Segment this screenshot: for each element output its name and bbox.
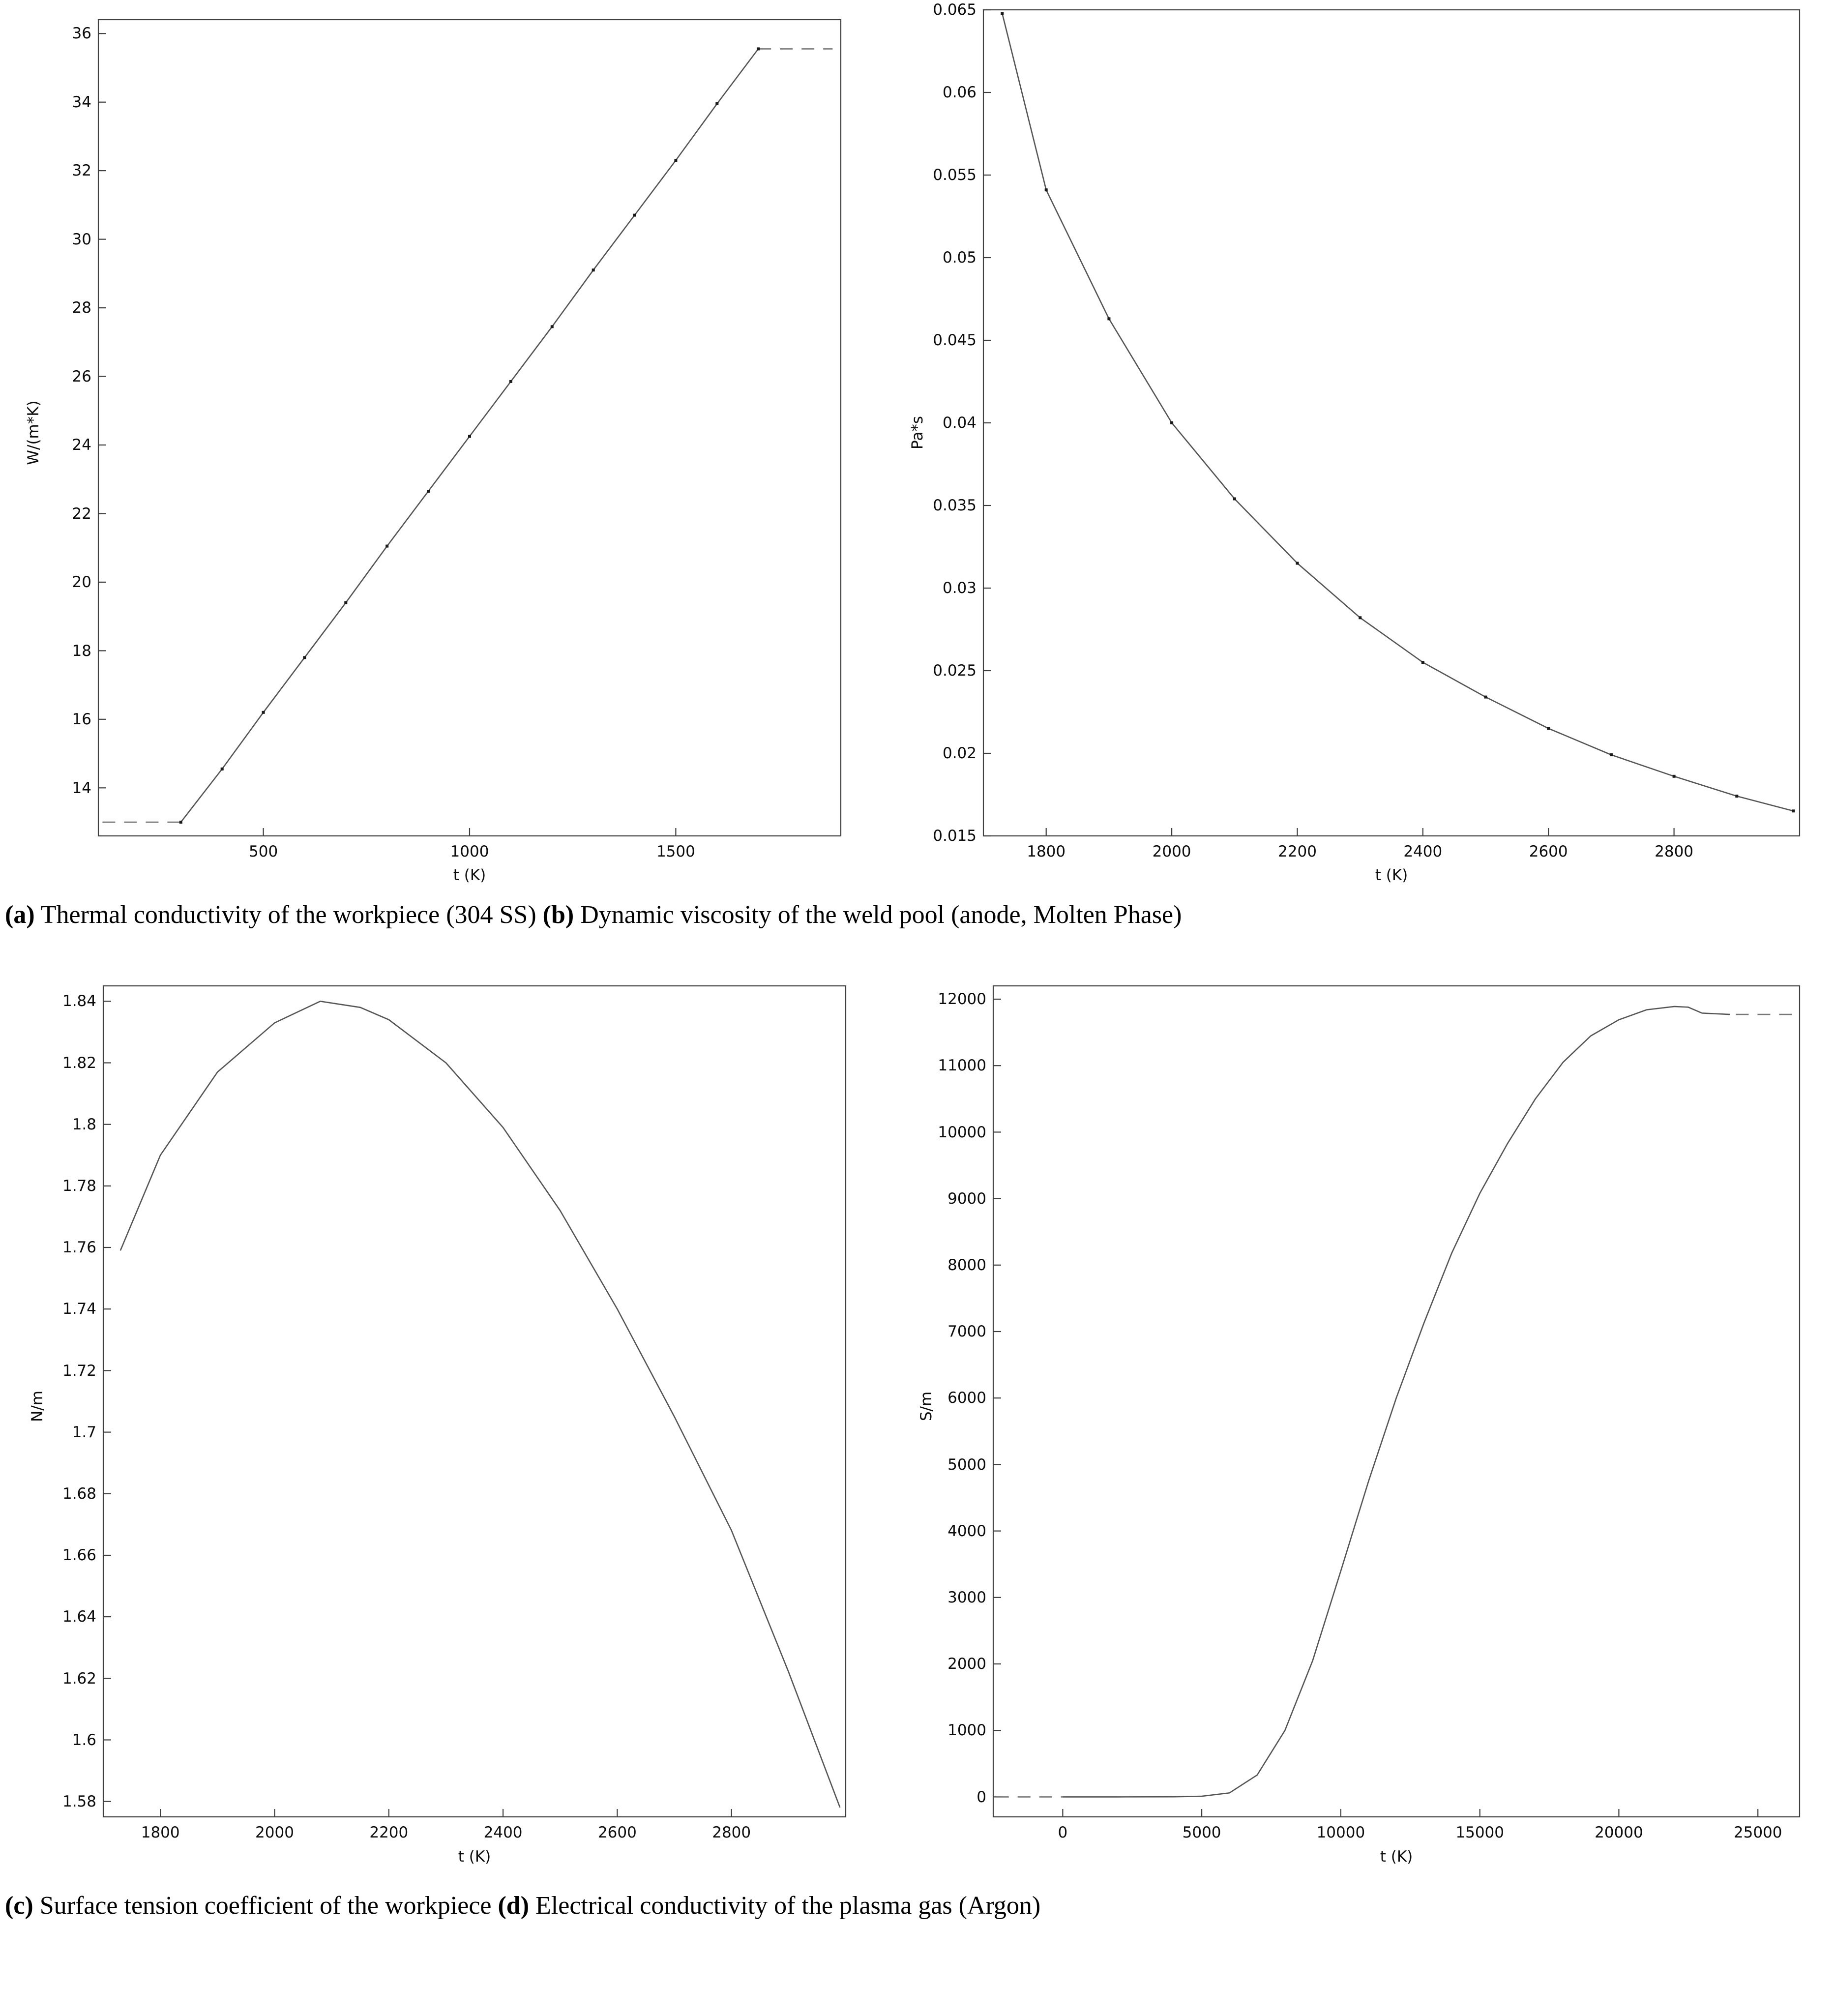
svg-text:25000: 25000 [1733,1824,1782,1841]
chart-panel-b [880,0,1834,885]
svg-text:0.04: 0.04 [942,414,977,432]
x-axis-ticks-d [1058,1809,1782,1841]
svg-text:20: 20 [72,573,91,591]
svg-text:1000: 1000 [947,1721,986,1739]
plot-frame-c [103,986,846,1817]
chart-d-svg [880,974,1834,1873]
svg-text:6000: 6000 [947,1389,986,1407]
svg-text:3000: 3000 [947,1589,986,1606]
chart-b-curve [1002,13,1793,811]
svg-text:1.6: 1.6 [72,1731,96,1749]
chart-b-xlabel: t (K) [1375,866,1408,884]
plot-frame-d [993,986,1800,1817]
svg-text:1000: 1000 [450,843,489,860]
svg-text:0.055: 0.055 [933,166,977,184]
chart-b-svg [880,0,1834,885]
svg-text:34: 34 [72,93,91,111]
chart-a-svg [0,0,865,885]
y-axis-ticks-d [938,990,1001,1806]
svg-text:11000: 11000 [938,1057,986,1074]
caption-d-label: (d) [498,1892,530,1920]
chart-b-plot [880,0,1834,885]
svg-text:9000: 9000 [947,1190,986,1208]
svg-text:1500: 1500 [656,843,695,860]
svg-text:24: 24 [72,436,91,454]
svg-text:1.58: 1.58 [62,1793,96,1810]
svg-text:5000: 5000 [947,1456,986,1474]
chart-panel-a [0,0,865,885]
y-axis-ticks-a [72,25,106,797]
svg-text:4000: 4000 [947,1522,986,1540]
x-axis-ticks-b [1027,828,1693,860]
svg-text:2600: 2600 [597,1824,637,1841]
svg-text:1.62: 1.62 [62,1670,96,1688]
svg-text:1.72: 1.72 [62,1362,96,1380]
plot-frame-b [983,10,1800,836]
svg-text:5000: 5000 [1182,1824,1221,1841]
svg-text:2800: 2800 [1655,843,1694,860]
chart-d-curve [1063,1007,1730,1797]
svg-text:12000: 12000 [938,990,986,1008]
x-axis-ticks-c [141,1809,751,1841]
chart-b-ylabel: Pa*s [909,416,926,449]
chart-panel-d [880,974,1834,1873]
chart-panel-c [0,974,865,1873]
svg-text:20000: 20000 [1595,1824,1643,1841]
svg-text:500: 500 [249,843,278,860]
svg-text:2600: 2600 [1529,843,1568,860]
svg-text:14: 14 [72,779,91,797]
x-axis-ticks-a [249,828,695,860]
svg-text:10000: 10000 [938,1124,986,1141]
svg-text:26: 26 [72,368,91,385]
svg-text:22: 22 [72,505,91,523]
svg-text:2400: 2400 [1403,843,1443,860]
svg-text:1.7: 1.7 [72,1423,96,1441]
caption-row-ab [5,900,1182,930]
chart-c-svg [0,974,865,1873]
svg-text:0.03: 0.03 [942,579,977,597]
svg-text:1.8: 1.8 [72,1116,96,1133]
chart-b-markers [1001,12,1795,812]
svg-text:0.045: 0.045 [933,331,977,349]
caption-row-cd [5,1891,1040,1921]
chart-c-plot [0,974,865,1873]
svg-text:0: 0 [977,1788,986,1806]
caption-c-label: (c) [5,1892,33,1920]
plot-frame-a [98,20,841,836]
svg-text:32: 32 [72,162,91,179]
svg-text:2000: 2000 [255,1824,294,1841]
svg-text:8000: 8000 [947,1256,986,1274]
caption-c-text: Surface tension coefficient of the workpiece [39,1892,492,1920]
svg-text:2800: 2800 [712,1824,751,1841]
chart-a-plot [0,0,865,885]
svg-text:36: 36 [72,25,91,42]
svg-text:1.66: 1.66 [62,1546,96,1564]
svg-text:0.065: 0.065 [933,1,977,19]
svg-text:30: 30 [72,231,91,248]
chart-a-ylabel: W/(m*K) [25,400,42,465]
svg-text:10000: 10000 [1316,1824,1365,1841]
svg-text:0.035: 0.035 [933,497,977,514]
svg-text:15000: 15000 [1455,1824,1505,1841]
svg-text:2000: 2000 [947,1655,986,1673]
caption-d-text: Electrical conductivity of the plasma gas (Argon) [535,1892,1041,1920]
svg-text:2400: 2400 [483,1824,523,1841]
svg-text:0.06: 0.06 [942,84,977,101]
svg-text:0.05: 0.05 [942,249,977,267]
svg-text:1.84: 1.84 [62,992,96,1010]
svg-text:1.76: 1.76 [62,1239,96,1256]
svg-text:28: 28 [72,299,91,317]
chart-d-xlabel: t (K) [1380,1848,1413,1866]
y-axis-ticks-c [62,992,111,1810]
chart-c-ylabel: N/m [29,1391,46,1422]
chart-a-xlabel: t (K) [453,866,486,884]
svg-text:2200: 2200 [1278,843,1317,860]
svg-text:2000: 2000 [1152,843,1191,860]
svg-text:16: 16 [72,711,91,728]
svg-text:1800: 1800 [141,1824,180,1841]
y-axis-ticks-b [933,1,991,845]
chart-d-plot [880,974,1834,1873]
svg-text:1.74: 1.74 [62,1300,96,1318]
svg-text:0.025: 0.025 [933,662,977,680]
chart-c-xlabel: t (K) [458,1848,491,1866]
svg-text:2200: 2200 [369,1824,409,1841]
svg-text:1800: 1800 [1027,843,1066,860]
chart-c-curve [120,1001,840,1808]
caption-a-label: (a) [5,901,35,929]
svg-text:1.64: 1.64 [62,1608,96,1626]
svg-text:1.68: 1.68 [62,1485,96,1503]
caption-a-text: Thermal conductivity of the workpiece (304 SS) [40,901,536,929]
caption-b-text: Dynamic viscosity of the weld pool (anode, Molten Phase) [580,901,1182,929]
caption-b-label: (b) [542,901,574,929]
svg-text:0.02: 0.02 [942,744,977,762]
svg-text:1.78: 1.78 [62,1177,96,1195]
chart-d-ylabel: S/m [918,1391,935,1422]
svg-text:1.82: 1.82 [62,1054,96,1072]
svg-text:7000: 7000 [947,1323,986,1340]
svg-text:0.015: 0.015 [933,827,977,845]
svg-text:0: 0 [1058,1824,1068,1841]
svg-text:18: 18 [72,642,91,660]
